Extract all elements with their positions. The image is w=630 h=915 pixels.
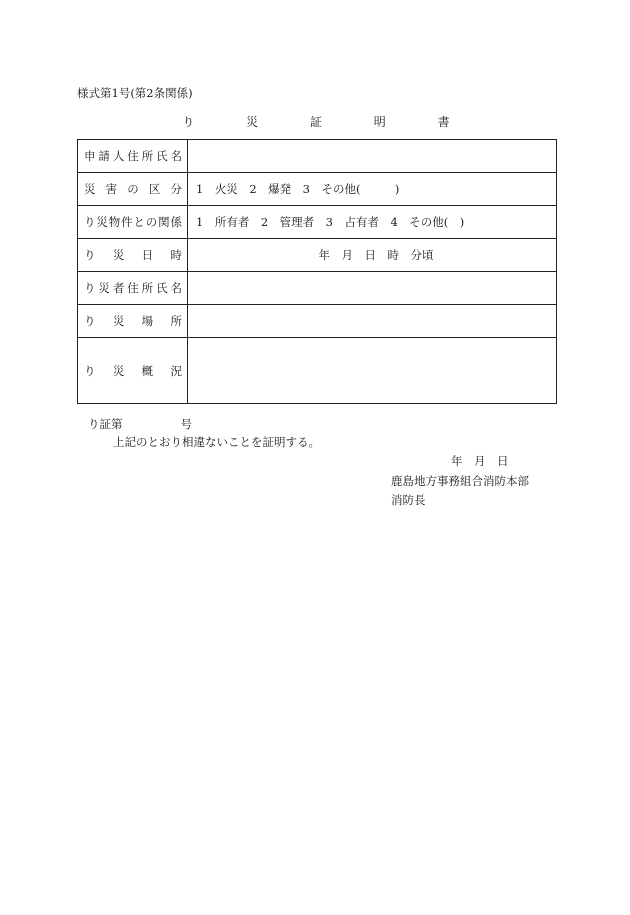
issuer-name: 鹿島地方事務組合消防本部	[391, 474, 529, 488]
row-label: り災場所	[84, 314, 182, 328]
row-label: り災日時	[84, 248, 182, 262]
certificate-number	[88, 416, 192, 432]
label-cell	[78, 272, 188, 305]
issue-date: 年 月 日	[451, 454, 509, 468]
row-label: り災物件との関係	[84, 215, 182, 229]
table-row-location	[78, 305, 557, 338]
table-row-datetime	[78, 239, 557, 272]
label-cell	[78, 173, 188, 206]
label-cell	[78, 239, 188, 272]
disaster-type-value: 1 火災 2 爆発 3 その他( )	[188, 173, 557, 206]
issuer-title: 消防長	[391, 493, 426, 507]
document-title: り 災 証 明 書	[182, 115, 474, 129]
table-row-victim	[78, 272, 557, 305]
table-row-disaster-type	[78, 173, 557, 206]
label-cell	[78, 338, 188, 404]
table-row-relation	[78, 206, 557, 239]
table-row-applicant	[78, 140, 557, 173]
location-value	[188, 305, 557, 338]
certification-statement: 上記のとおり相違ないことを証明する。	[113, 435, 320, 449]
overview-value	[188, 338, 557, 404]
applicant-value	[188, 140, 557, 173]
cert-no-suffix: 号	[180, 417, 192, 431]
label-cell	[78, 140, 188, 173]
datetime-value: 年 月 日 時 分頃	[188, 239, 557, 272]
victim-value	[188, 272, 557, 305]
cert-no-prefix: り証第	[88, 417, 123, 431]
certificate-table	[77, 139, 557, 404]
relation-value: 1 所有者 2 管理者 3 占有者 4 その他( )	[188, 206, 557, 239]
row-label: り災者住所氏名	[84, 281, 182, 295]
table-row-overview	[78, 338, 557, 404]
row-label: 申請人住所氏名	[84, 149, 182, 163]
label-cell	[78, 206, 188, 239]
row-label: 災害の区分	[84, 182, 182, 196]
form-number: 様式第1号(第2条関係)	[77, 86, 193, 100]
label-cell	[78, 305, 188, 338]
row-label: り災概況	[84, 363, 182, 378]
